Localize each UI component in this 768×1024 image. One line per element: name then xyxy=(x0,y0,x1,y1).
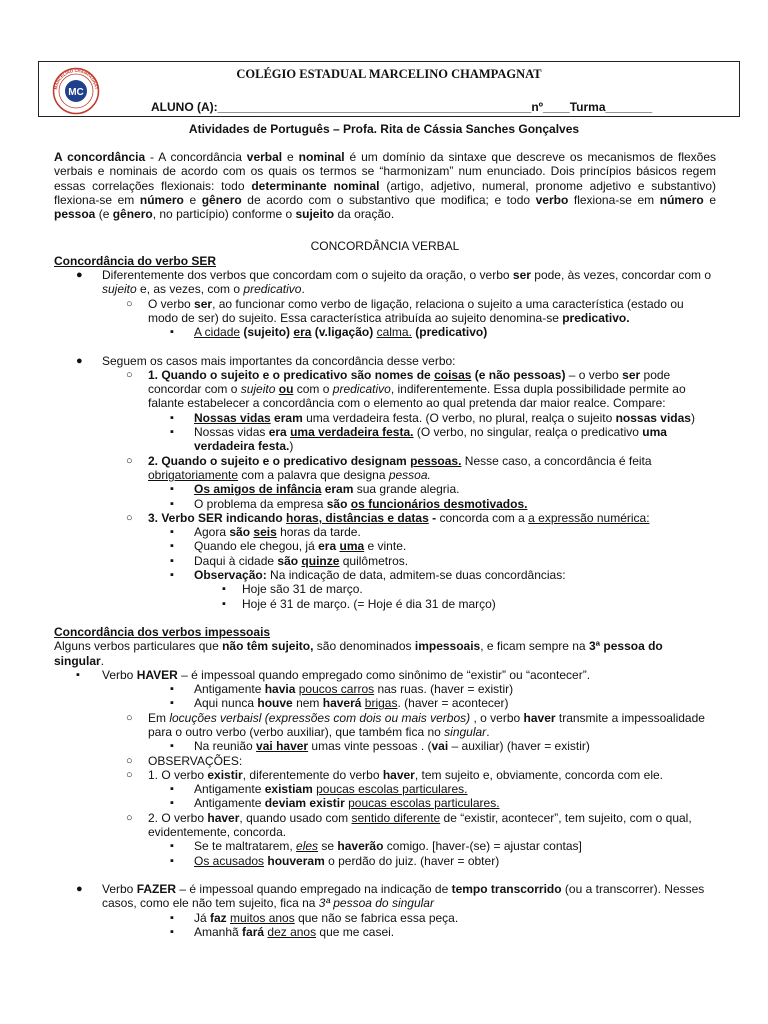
list-item xyxy=(54,368,716,411)
bullet-marker: ▪ xyxy=(170,854,174,867)
bullet-marker: ○ xyxy=(126,511,133,524)
text-run: era xyxy=(318,539,337,554)
text-run: Os amigos de infância xyxy=(194,482,322,497)
text-run: ser xyxy=(622,367,641,382)
text-run: Nesse caso, a concordância é feita xyxy=(461,453,652,468)
text-run: (artigo, adjetivo, numeral, pronome adjetivo e substantivo) flexiona-se em xyxy=(54,178,717,207)
text-run: horas, distâncias e datas xyxy=(286,510,429,525)
text-run: – é impessoal quando empregado como sinônimo de “existir” ou “acontecer”. xyxy=(177,667,591,682)
text-run: – auxiliar) (haver = existir) xyxy=(448,739,590,754)
text-run: ou xyxy=(278,382,294,397)
text-run: pessoa. xyxy=(388,467,431,482)
text-run: ) xyxy=(690,410,695,425)
text-run: pessoa xyxy=(54,207,96,222)
text-run: Os acusados xyxy=(194,853,265,868)
list-item xyxy=(54,682,716,696)
text-run: coisas xyxy=(434,367,472,382)
text-run: número xyxy=(139,192,184,207)
text-run: Observação: xyxy=(194,568,267,583)
text-run: o perdão do juiz. (haver = obter) xyxy=(324,853,500,868)
text-run: . xyxy=(301,282,305,297)
list-item xyxy=(54,839,716,853)
bullet-marker: ▪ xyxy=(76,668,80,681)
text-run: com a palavra que designa xyxy=(238,467,389,482)
bullet-marker: ▪ xyxy=(170,925,174,938)
text-run: Concordância do verbo SER xyxy=(54,253,217,268)
bullet-marker: ▪ xyxy=(170,426,174,439)
section-title xyxy=(54,239,716,253)
text-run: Se te maltratarem, xyxy=(194,839,297,854)
list-item xyxy=(54,525,716,539)
list-item xyxy=(54,925,716,939)
text-run: com o xyxy=(293,382,333,397)
text-run: sujeito xyxy=(240,382,276,397)
text-run: calma. xyxy=(376,325,412,340)
bullet-marker: ▪ xyxy=(170,840,174,853)
text-run: – o verbo xyxy=(565,367,623,382)
text-run: (O verbo, no singular, realça o predicativo xyxy=(413,425,643,440)
list-item xyxy=(54,854,716,868)
text-run: O verbo xyxy=(148,296,195,311)
list-item xyxy=(54,754,716,768)
paragraph xyxy=(54,150,716,221)
text-run: A cidade xyxy=(194,325,241,340)
text-run: uma verdadeira festa. xyxy=(290,425,414,440)
text-run: 3. Verbo SER indicando xyxy=(148,510,287,525)
text-run: sujeito xyxy=(295,207,335,222)
text-run: Na reunião xyxy=(194,739,257,754)
list-item xyxy=(54,597,716,611)
text-run: Daqui à cidade xyxy=(194,553,278,568)
text-run: tempo transcorrido xyxy=(451,881,562,896)
text-run: existir xyxy=(207,767,243,782)
text-run: de acordo com o substantivo que modifica; e todo xyxy=(241,192,536,207)
logo-initials: MC xyxy=(68,87,84,98)
text-run: faz xyxy=(210,910,227,925)
text-run: comigo. [haver-(se) = ajustar contas] xyxy=(383,839,582,854)
text-run: singular xyxy=(444,724,487,739)
text-run: Já xyxy=(194,910,211,925)
text-run: 3ª pessoa do singular xyxy=(54,639,663,668)
text-run: Antigamente xyxy=(194,682,265,697)
bullet-marker: ○ xyxy=(126,754,133,767)
text-run: impessoais xyxy=(414,639,481,654)
text-run: locuções verbaisl (expressões com dois ou mais verbos) xyxy=(169,710,471,725)
text-run: Hoje é 31 de março. (= Hoje é dia 31 de março) xyxy=(242,596,496,611)
list-item xyxy=(54,911,716,925)
text-run: 2. O verbo xyxy=(148,810,208,825)
text-run: houve xyxy=(257,696,293,711)
text-run: predicativo xyxy=(243,282,302,297)
text-run: Nossas vidas xyxy=(194,425,269,440)
text-run: O problema da empresa xyxy=(194,496,327,511)
text-run: Alguns verbos particulares que xyxy=(54,639,223,654)
text-run: quinze xyxy=(301,553,340,568)
text-run: (e xyxy=(95,207,113,222)
text-run: Antigamente xyxy=(194,782,265,797)
text-run: (sujeito) xyxy=(240,325,294,340)
bullet-marker: ● xyxy=(76,882,83,895)
student-name-field[interactable]: ALUNO (A):_______________________________________________nº____Turma_______ xyxy=(151,100,653,114)
text-run: quilômetros. xyxy=(339,553,409,568)
text-run: , diferentemente do verbo xyxy=(242,767,383,782)
text-run: Amanhã xyxy=(194,924,243,939)
text-run: . (haver = acontecer) xyxy=(397,696,509,711)
bullet-marker: ○ xyxy=(126,768,133,781)
bullet-marker: ○ xyxy=(126,811,133,824)
text-run: os funcionários desmotivados. xyxy=(350,496,528,511)
text-run: e xyxy=(183,192,202,207)
text-run: não têm sujeito, xyxy=(222,639,314,654)
text-run: havia xyxy=(264,682,296,697)
bullet-marker: ○ xyxy=(126,297,133,310)
text-run: haver xyxy=(523,710,556,725)
text-run: . xyxy=(100,653,105,668)
text-run: – é impessoal quando empregado na indicação de xyxy=(176,881,452,896)
text-run: Hoje são 31 de março. xyxy=(242,582,363,597)
text-run: Nossas vidas xyxy=(194,410,271,425)
activity-subtitle: Atividades de Português – Profa. Rita de Cássia Sanches Gonçalves xyxy=(188,122,580,136)
text-run: são denominados xyxy=(313,639,415,654)
text-run: , e ficam sempre na xyxy=(480,639,589,654)
text-run: CONCORDÂNCIA VERBAL xyxy=(310,239,460,254)
text-run: dez anos xyxy=(267,924,317,939)
bullet-marker: ▪ xyxy=(170,483,174,496)
bullet-marker: ▪ xyxy=(170,411,174,424)
text-run: Seguem os casos mais importantes da concordância desse verbo: xyxy=(102,353,456,368)
bullet-marker: ▪ xyxy=(170,554,174,567)
paragraph xyxy=(54,254,716,268)
text-run: e vinte. xyxy=(364,539,407,554)
text-run: Antigamente xyxy=(194,796,265,811)
text-run: verbal xyxy=(246,150,283,164)
text-run: se xyxy=(318,839,338,854)
bullet-marker: ▪ xyxy=(170,740,174,753)
spacer xyxy=(54,340,716,354)
bullet-marker: ▪ xyxy=(222,597,226,610)
text-run: HAVER xyxy=(136,667,178,682)
text-run: haverão xyxy=(337,839,384,854)
text-run: haver xyxy=(207,810,240,825)
text-run: eram xyxy=(270,410,303,425)
text-run: houveram xyxy=(267,853,325,868)
text-run: poucas escolas particulares. xyxy=(348,796,500,811)
text-run: pode, às vezes, concordar com o xyxy=(530,268,712,283)
text-run: OBSERVAÇÕES: xyxy=(148,753,243,768)
text-run: brigas xyxy=(364,696,398,711)
text-run: número xyxy=(659,192,704,207)
text-run: transmite a impessoalidade para o outro verbo (verbo auxiliar), que também fica no xyxy=(148,710,705,739)
spacer xyxy=(54,611,716,625)
list-item xyxy=(54,268,716,297)
text-run: Concordância dos verbos impessoais xyxy=(54,624,271,639)
text-run: que me casei. xyxy=(316,924,395,939)
bullet-marker: ▪ xyxy=(170,526,174,539)
text-run: era xyxy=(293,325,312,340)
logo-ring-text: MARCELINO CHAMPAGNAT xyxy=(53,67,99,90)
list-item xyxy=(54,739,716,753)
text-run: Em xyxy=(148,710,170,725)
text-run: flexiona-se em xyxy=(568,192,660,207)
list-item xyxy=(54,411,716,425)
list-item xyxy=(54,811,716,840)
bullet-marker: ○ xyxy=(126,711,133,724)
text-run: , indiferentemente. Essa dupla possibilidade permite ao falante estabelecer a concordância com o elemento ao qual pretenda dar maior realce. Compare: xyxy=(148,382,686,411)
text-run: de “existir, acontecer”, tem sujeito, com o qual, evidentemente, concorda. xyxy=(148,810,692,840)
text-run: uma verdadeira festa. (O verbo, no plural, realça o sujeito xyxy=(302,410,616,425)
bullet-marker: ○ xyxy=(126,368,133,381)
bullet-marker: ▪ xyxy=(170,797,174,810)
text-run: sua grande alegria. xyxy=(353,482,460,497)
text-run: A concordância xyxy=(54,150,146,164)
list-item xyxy=(54,297,716,326)
paragraph xyxy=(54,625,716,639)
text-run: 3ª pessoa do singular xyxy=(318,896,434,911)
text-run: verbo xyxy=(535,192,569,207)
list-item xyxy=(54,768,716,782)
text-run: a expressão numérica: xyxy=(528,510,650,525)
text-run: - A concordância xyxy=(145,150,247,164)
text-run: nossas vidas xyxy=(615,410,691,425)
text-run: Aqui nunca xyxy=(194,696,258,711)
list-item xyxy=(54,668,716,682)
bullet-marker: ▪ xyxy=(170,569,174,582)
list-item xyxy=(54,354,716,368)
text-run: sujeito xyxy=(102,282,137,297)
text-run: são xyxy=(229,525,251,540)
text-run: pode concordar com o xyxy=(148,367,671,397)
bullet-marker: ▪ xyxy=(170,326,174,339)
text-run: muitos anos xyxy=(230,910,295,925)
text-run: poucos carros xyxy=(298,682,375,697)
text-run: nas ruas. (haver = existir) xyxy=(374,682,514,697)
text-run: gênero xyxy=(112,207,153,222)
text-run: e, as vezes, com o xyxy=(136,282,244,297)
text-run: que não se fabrica essa peça. xyxy=(294,910,459,925)
text-run: FAZER xyxy=(136,881,177,896)
text-run: deviam existir xyxy=(264,796,345,811)
school-name: COLÉGIO ESTADUAL MARCELINO CHAMPAGNAT xyxy=(236,67,542,81)
text-run: predicativo. xyxy=(562,310,630,325)
text-run: Diferentemente dos verbos que concordam com o sujeito da oração, o verbo xyxy=(102,268,513,283)
text-run: seis xyxy=(253,525,277,540)
bullet-marker: ▪ xyxy=(170,697,174,710)
text-run: é um domínio da sintaxe que descreve os mecanismos de flexões verbais e nominais de acordo com os quais os termos se “harmonizam” num enunciado. Dois princípios básicos regem essas correlações flexionais: todo xyxy=(54,150,716,193)
text-run: e xyxy=(703,192,717,207)
text-run: concorda com a xyxy=(439,510,529,525)
text-run: nem xyxy=(292,696,323,711)
text-run: , o verbo xyxy=(470,710,524,725)
text-run: (predicativo) xyxy=(411,325,488,340)
bullet-marker: ▪ xyxy=(170,497,174,510)
spacer xyxy=(54,868,716,882)
list-item xyxy=(54,454,716,483)
list-item xyxy=(54,425,716,454)
text-run: existiam xyxy=(264,782,313,797)
text-run: , tem sujeito e, obviamente, concorda com ele. xyxy=(414,767,663,782)
list-item xyxy=(54,325,716,339)
text-run: eram xyxy=(321,482,354,497)
text-run: , no particípio) conforme o xyxy=(152,207,296,222)
text-run: . xyxy=(486,724,490,739)
text-run: são xyxy=(326,496,348,511)
text-run: horas da tarde. xyxy=(276,525,361,540)
text-run: gênero xyxy=(201,192,242,207)
text-run: da oração. xyxy=(334,207,395,222)
list-item xyxy=(54,554,716,568)
bullet-marker: ▪ xyxy=(170,540,174,553)
bullet-marker: ● xyxy=(76,354,83,367)
text-run: , ao funcionar como verbo de ligação, relaciona o sujeito a uma característica (estado ou modo de ser) do sujeito. Essa característica atribuída ao sujeito denomina-se xyxy=(148,296,684,325)
list-item xyxy=(54,539,716,553)
text-run: poucas escolas particulares. xyxy=(316,782,468,797)
bullet-marker: ● xyxy=(76,269,83,282)
list-item xyxy=(54,711,716,740)
text-run: ) xyxy=(289,439,294,454)
list-item xyxy=(54,882,716,911)
text-run: obrigatoriamente xyxy=(148,467,239,482)
text-run: Verbo xyxy=(102,881,137,896)
list-item xyxy=(54,497,716,511)
list-item xyxy=(54,582,716,596)
text-run: sentido diferente xyxy=(351,810,441,825)
text-run: uma verdadeira festa. xyxy=(194,425,667,454)
list-item xyxy=(54,696,716,710)
bullet-marker: ▪ xyxy=(170,911,174,924)
bullet-marker: ▪ xyxy=(170,783,174,796)
text-run: ser xyxy=(194,296,213,311)
text-run: , quando usado com xyxy=(239,810,352,825)
list-item xyxy=(54,796,716,810)
text-run: são xyxy=(277,553,299,568)
text-run: (v.ligação) xyxy=(311,325,377,340)
bullet-marker: ▪ xyxy=(222,583,226,596)
text-run: (ou a transcorrer). Nesses casos, como ele não tem sujeito, fica na xyxy=(102,881,705,911)
text-run: e xyxy=(282,150,299,164)
bullet-marker: ▪ xyxy=(170,683,174,696)
header-box xyxy=(38,61,740,117)
list-item xyxy=(54,482,716,496)
text-run: uma xyxy=(339,539,365,554)
text-run: Verbo xyxy=(102,667,137,682)
text-run: vai haver xyxy=(256,739,309,754)
text-run: - xyxy=(428,510,440,525)
list-item xyxy=(54,511,716,525)
text-run: 1. O verbo xyxy=(148,767,208,782)
text-run: haverá xyxy=(322,696,362,711)
document-body xyxy=(54,150,716,939)
text-run: 1. Quando o sujeito e o predicativo são nomes de xyxy=(148,367,435,382)
paragraph xyxy=(54,639,716,668)
text-run: (e não pessoas) xyxy=(471,367,566,382)
bullet-marker: ○ xyxy=(126,454,133,467)
text-run: nominal xyxy=(298,150,345,164)
text-run: Quando ele chegou, já xyxy=(194,539,319,554)
text-run: pessoas. xyxy=(410,453,462,468)
text-run: eles xyxy=(296,839,319,854)
text-run: vai xyxy=(431,739,449,754)
text-run: fará xyxy=(242,924,265,939)
text-run: predicativo xyxy=(332,382,391,397)
text-run: Na indicação de data, admitem-se duas concordâncias: xyxy=(266,568,566,583)
list-item xyxy=(54,782,716,796)
text-run: Agora xyxy=(194,525,230,540)
text-run: umas vinte pessoas . ( xyxy=(308,739,432,754)
text-run: determinante nominal xyxy=(251,178,380,193)
text-run: ser xyxy=(512,268,531,283)
text-run: 2. Quando o sujeito e o predicativo designam xyxy=(148,453,411,468)
list-item xyxy=(54,568,716,582)
text-run: era xyxy=(268,425,287,440)
text-run: haver xyxy=(382,767,415,782)
